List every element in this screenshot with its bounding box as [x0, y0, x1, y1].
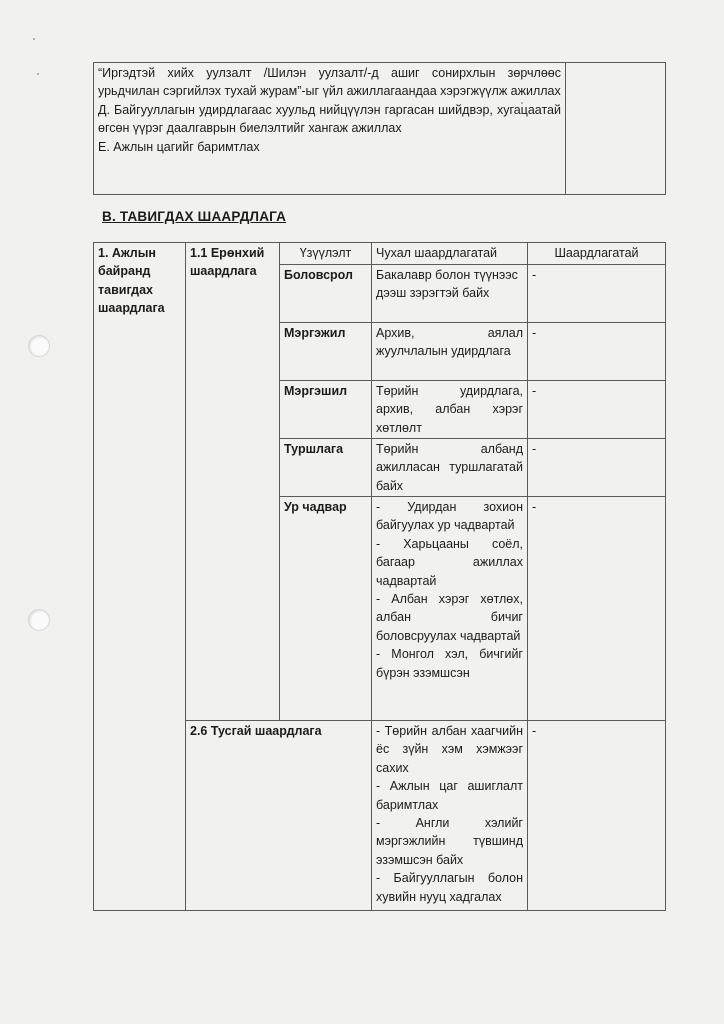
essential-header: Чухал шаардлагатай: [372, 243, 528, 265]
requirements-table: [93, 242, 666, 911]
skill-item: - Монгол хэл, бичгийг бүрэн эзэмшсэн: [376, 647, 523, 680]
indicator-cell: Мэргэжил: [280, 323, 372, 381]
required-cell: -: [528, 265, 666, 323]
empty-cell: [566, 63, 666, 195]
indicator-cell: Мэргэшил: [280, 381, 372, 439]
essential-cell: Төрийн албанд ажилласан туршлагатай байх: [372, 439, 528, 497]
skill-item: - Албан хэрэг хөтлөх, албан бичиг боловсруулах чадвартай: [376, 592, 523, 643]
special-item: - Англи хэлийг мэргэжлийн түвшинд эзэмшсэн байх: [376, 816, 523, 867]
job-requirements-label: 1. Ажлын байранд тавигдах шаардлага: [94, 243, 186, 911]
duty-paragraph: Д. Байгууллагын удирдлагаас хуульд нийцүүлэн гаргасан шийдвэр, хугацаатай өгсөн үүрэг даалгаврын биелэлтийг хангаж ажиллах: [98, 102, 561, 136]
required-cell: -: [528, 323, 666, 381]
section-heading: В. ТАВИГДАХ ШААРДЛАГА: [102, 209, 287, 224]
scan-speck: [33, 38, 35, 40]
indicator-cell: Боловсрол: [280, 265, 372, 323]
special-requirements-label: 2.6 Тусгай шаардлага: [186, 721, 372, 911]
indicator-header: Үзүүлэлт: [280, 243, 372, 265]
required-cell: -: [528, 439, 666, 497]
duties-continuation-table: [93, 62, 666, 195]
essential-cell: [372, 497, 528, 721]
required-header: Шаардлагатай: [528, 243, 666, 265]
special-item: - Төрийн албан хаагчийн ёс зүйн хэм хэмжээг сахих: [376, 724, 523, 775]
essential-cell: [372, 721, 528, 911]
indicator-cell: Туршлага: [280, 439, 372, 497]
essential-cell: Төрийн удирдлага, архив, албан хэрэг хөтлөлт: [372, 381, 528, 439]
skill-item: - Удирдан зохион байгуулах ур чадвартай: [376, 500, 523, 533]
duties-cell: [94, 63, 566, 195]
punch-hole-bottom: [28, 609, 50, 631]
skill-item: - Харьцааны соёл, багаар ажиллах чадвартай: [376, 536, 523, 588]
special-item: - Байгууллагын болон хувийн нууц хадгалах: [376, 871, 523, 904]
indicator-cell: Ур чадвар: [280, 497, 372, 721]
general-requirements-label: 1.1 Ерөнхий шаардлага: [186, 243, 280, 721]
punch-hole-top: [28, 335, 50, 357]
duty-paragraph: Е. Ажлын цагийг баримтлах: [98, 139, 260, 154]
duty-paragraph: “Иргэдтэй хийх уулзалт /Шилэн уулзалт/-д ашиг сонирхлын зөрчлөөс урьдчилан сэргийлэх тухай журам”-ыг үйл ажиллагаандаа хэрэгжүүлж ажиллах: [98, 66, 561, 99]
essential-cell: Архив, аялал жуулчлалын удирдлага: [372, 323, 528, 381]
required-cell: -: [528, 381, 666, 439]
required-cell: -: [528, 721, 666, 911]
special-item: - Ажлын цаг ашиглалт баримтлах: [376, 779, 523, 812]
required-cell: -: [528, 497, 666, 721]
essential-cell: Бакалавр болон түүнээс дээш зэрэгтэй байх: [372, 265, 528, 323]
scan-speck: [37, 73, 39, 75]
